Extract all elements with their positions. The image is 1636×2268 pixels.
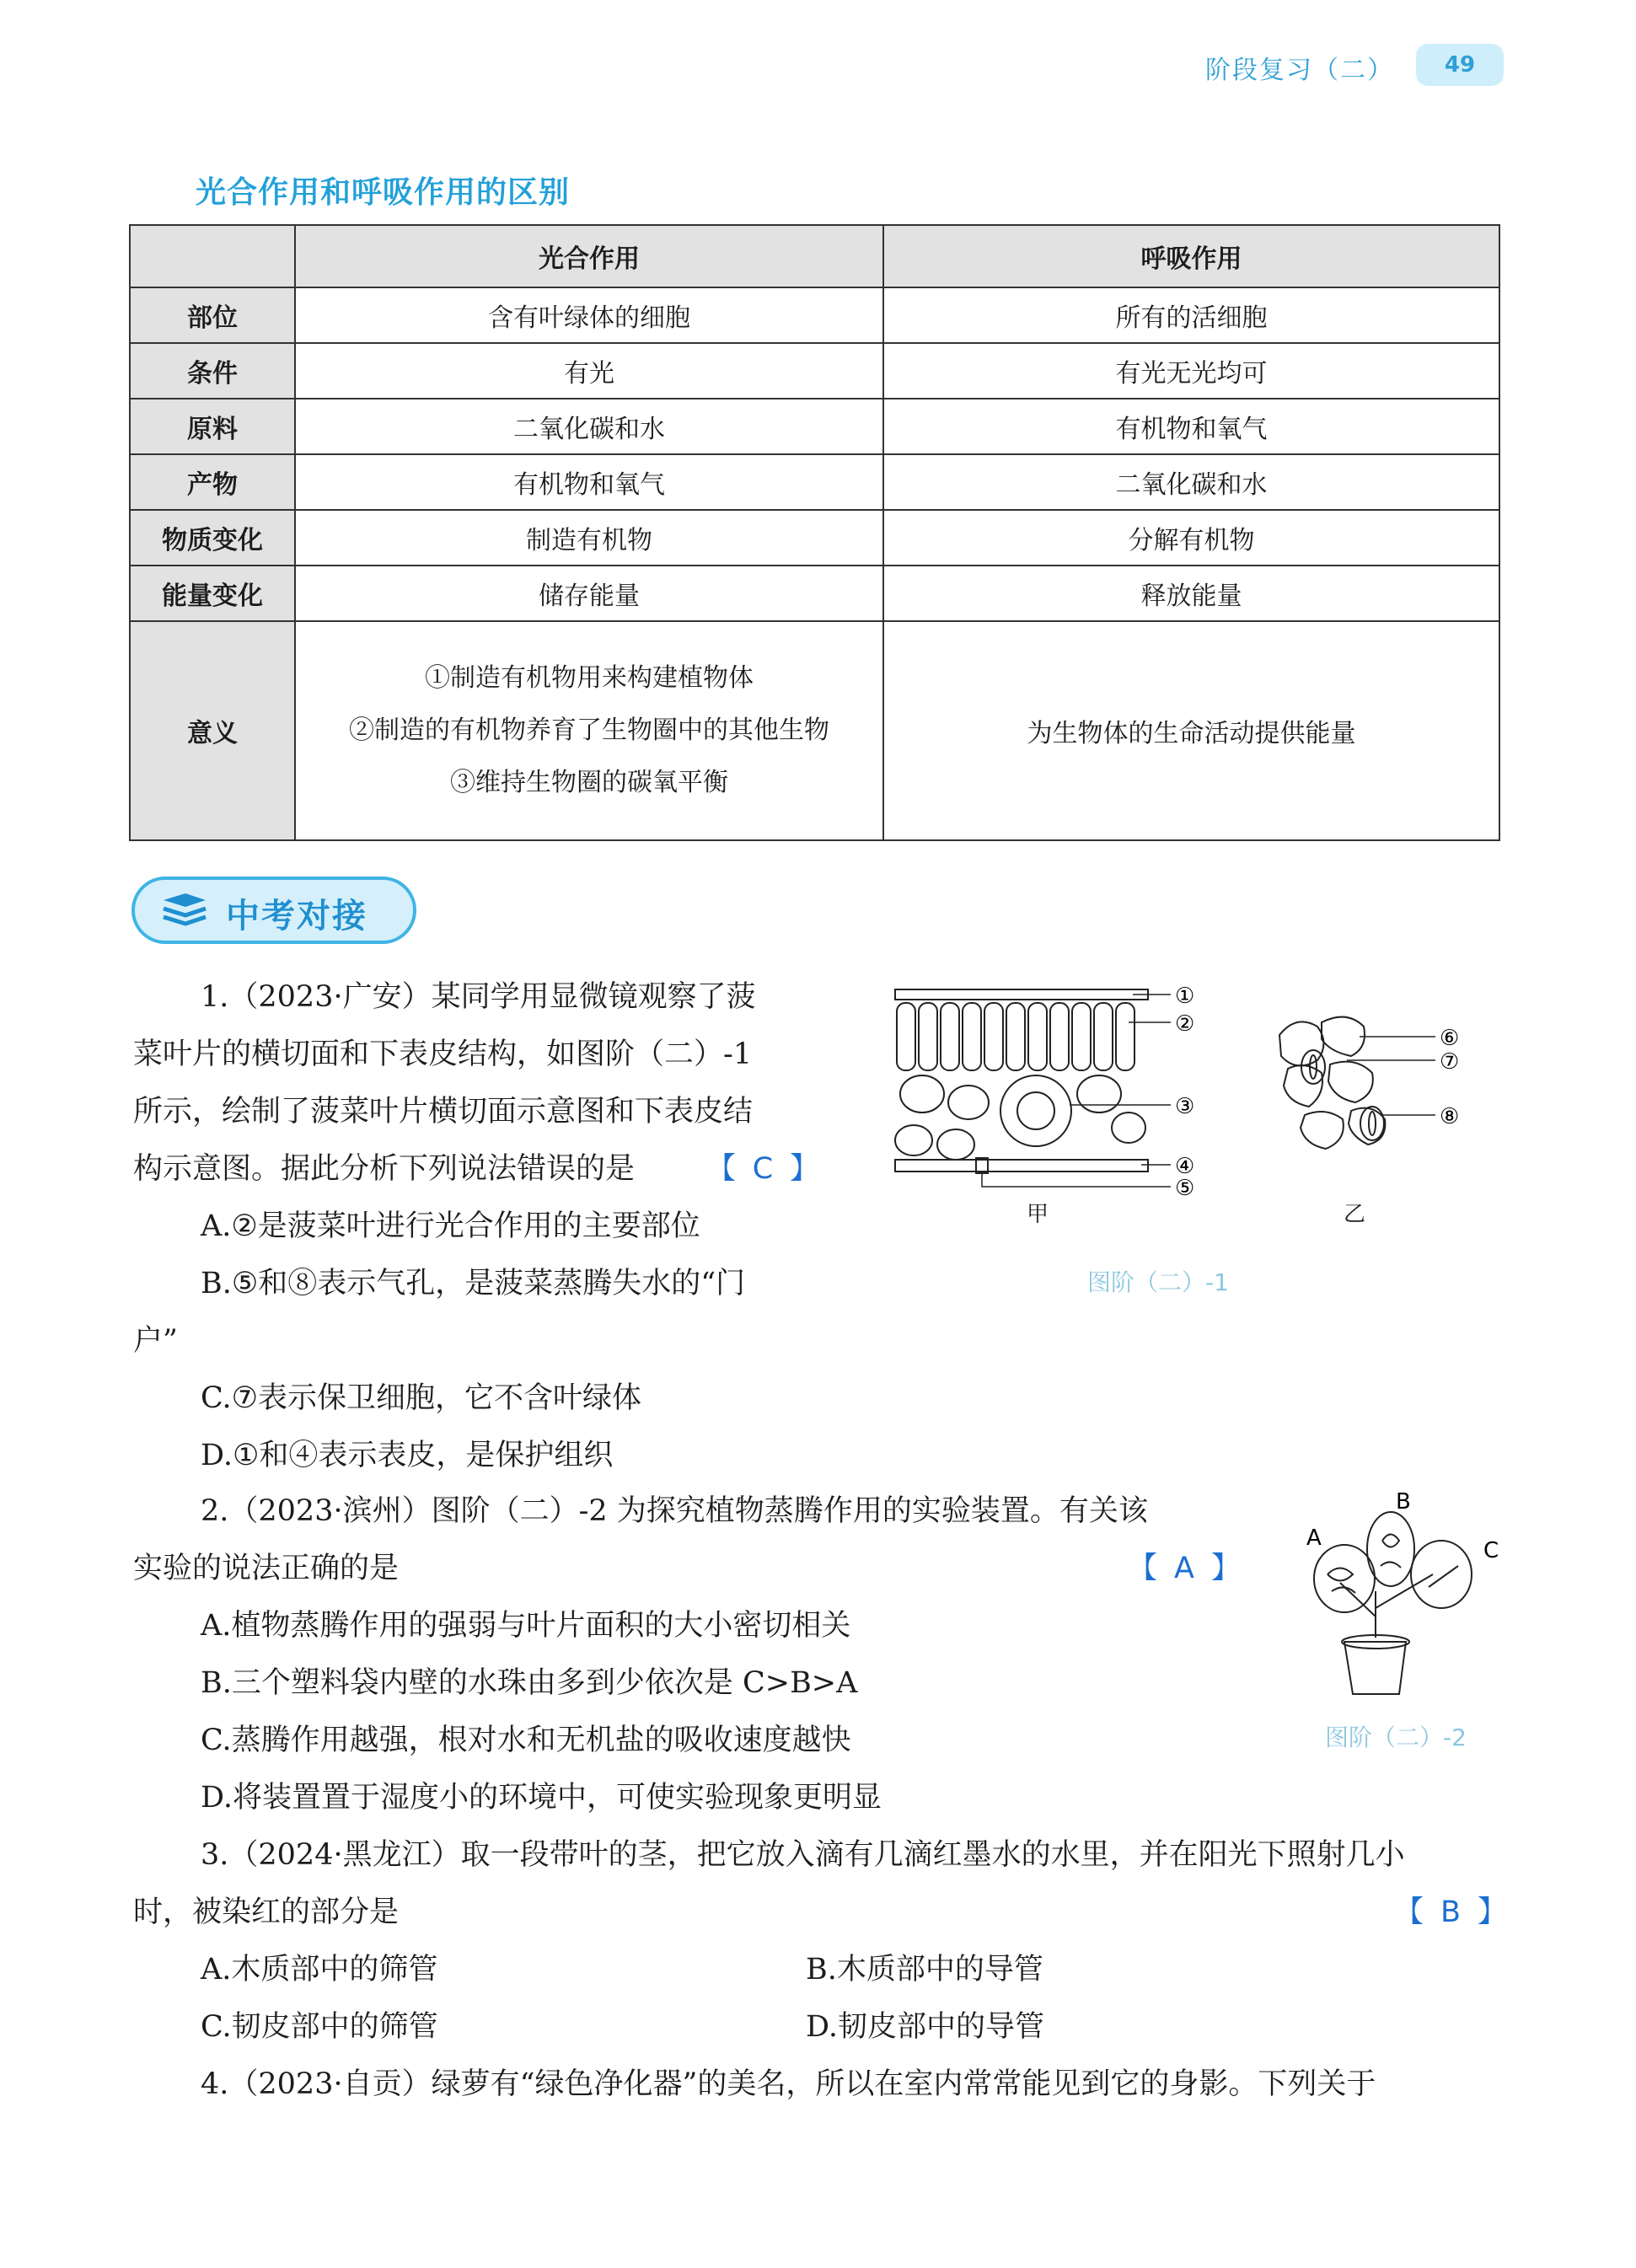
row-header: 物质变化: [130, 510, 295, 566]
meaning-line: ③维持生物圈的碳氧平衡: [450, 768, 728, 797]
q2-option: C.蒸腾作用越强，根对水和无机盐的吸收速度越快: [201, 1724, 851, 1757]
figure-mark: ⑦: [1440, 1049, 1460, 1075]
q2-stem-line: 实验的说法正确的是: [133, 1552, 400, 1585]
figure-mark: ④: [1175, 1154, 1195, 1179]
comparison-table: [129, 224, 1500, 841]
q2-answer: 【 A 】: [1128, 1541, 1241, 1596]
table-cell-meaning-resp: 为生物体的生命活动提供能量: [883, 621, 1499, 840]
figure-mark: B: [1396, 1490, 1411, 1515]
table-cell: 有机物和氧气: [295, 454, 883, 510]
table-cell: 有机物和氧气: [883, 399, 1499, 454]
table-row-meaning: [130, 621, 1499, 840]
leaf-cross-section-figure: [888, 984, 1226, 1204]
q1-answer: 【 C 】: [706, 1141, 819, 1197]
figure-mark: C: [1483, 1538, 1499, 1563]
q3-answer: 【 B 】: [1394, 1885, 1507, 1940]
books-icon: [160, 892, 209, 930]
table-cell: 储存能量: [295, 566, 883, 621]
q3-stem-line: 时，被染红的部分是: [133, 1895, 400, 1929]
figure-mark: ⑥: [1440, 1026, 1460, 1051]
row-header: 原料: [130, 399, 295, 454]
q2-option: D.将装置置于湿度小的环境中，可使实验现象更明显: [201, 1781, 882, 1815]
table-row: [130, 566, 1499, 621]
q3-option: C.韧皮部中的筛管: [201, 2010, 438, 2044]
row-header: 条件: [130, 343, 295, 399]
q3-option: A.木质部中的筛管: [201, 1953, 438, 1987]
table-cell: 有光: [295, 343, 883, 399]
table-cell-meaning-photo: [295, 621, 883, 840]
q2-option: A.植物蒸腾作用的强弱与叶片面积的大小密切相关: [201, 1609, 851, 1643]
q1-option: B.⑤和⑧表示气孔，是菠菜蒸腾失水的“门: [201, 1267, 746, 1300]
section-title: 中考对接: [226, 897, 367, 936]
table-cell: 含有叶绿体的细胞: [295, 287, 883, 343]
q3-option: B.木质部中的导管: [806, 1953, 1043, 1987]
table-row: [130, 343, 1499, 399]
q1-option: A.②是菠菜叶进行光合作用的主要部位: [201, 1209, 700, 1243]
q1-stem-line: 构示意图。据此分析下列说法错误的是: [133, 1152, 636, 1186]
q1-option: C.⑦表示保卫细胞，它不含叶绿体: [201, 1381, 642, 1415]
row-header: 产物: [130, 454, 295, 510]
figure-mark: ①: [1175, 984, 1195, 1009]
row-header: 能量变化: [130, 566, 295, 621]
column-header-photosynthesis: 光合作用: [295, 225, 883, 287]
meaning-line: ②制造的有机物养育了生物圈中的其他生物: [349, 716, 829, 745]
table-row: [130, 287, 1499, 343]
column-header-respiration: 呼吸作用: [883, 225, 1499, 287]
figure-mark: A: [1306, 1525, 1322, 1551]
row-header: 部位: [130, 287, 295, 343]
figure-label-b: 乙: [1344, 1202, 1366, 1227]
figure-label-a: 甲: [1027, 1202, 1049, 1227]
answer-value: C: [752, 1152, 774, 1186]
q2-stem-line: 2.（2023·滨州）图阶（二）-2 为探究植物蒸腾作用的实验装置。有关该: [201, 1494, 1148, 1528]
table-row: [130, 454, 1499, 510]
q1-stem-line: 1.（2023·广安）某同学用显微镜观察了菠: [201, 980, 756, 1014]
plant-bags-figure: [1306, 1490, 1517, 1701]
table-title: 光合作用和呼吸作用的区别: [196, 175, 571, 210]
q2-option: B.三个塑料袋内壁的水珠由多到少依次是 C>B>A: [201, 1666, 858, 1700]
table-cell: 二氧化碳和水: [883, 454, 1499, 510]
table-cell: 二氧化碳和水: [295, 399, 883, 454]
q1-option: D.①和④表示表皮，是保护组织: [201, 1439, 614, 1472]
table-corner-cell: [130, 225, 295, 287]
q3-option: D.韧皮部中的导管: [806, 2010, 1044, 2044]
table-row: [130, 510, 1499, 566]
q1-option-continued: 户”: [133, 1324, 178, 1358]
table-cell: 所有的活细胞: [883, 287, 1499, 343]
figure-mark: ③: [1175, 1094, 1195, 1119]
chapter-title: 阶段复习（二）: [1205, 56, 1394, 85]
answer-value: B: [1440, 1895, 1462, 1929]
lower-epidermis-figure: [1271, 1010, 1490, 1178]
page-number: 49: [1416, 44, 1504, 86]
q3-stem-line: 3.（2024·黑龙江）取一段带叶的茎，把它放入滴有几滴红墨水的水里，并在阳光下照射几小: [201, 1838, 1405, 1872]
table-cell: 制造有机物: [295, 510, 883, 566]
q4-stem-line: 4.（2023·自贡）绿萝有“绿色净化器”的美名，所以在室内常常能见到它的身影。下列关于: [201, 2067, 1376, 2101]
figure-mark: ⑧: [1440, 1104, 1460, 1129]
table-cell: 有光无光均可: [883, 343, 1499, 399]
figure-mark: ②: [1175, 1011, 1195, 1037]
q1-stem-line: 菜叶片的横切面和下表皮结构，如图阶（二）-1: [133, 1037, 753, 1071]
figure-caption: 图阶（二）-1: [1087, 1268, 1229, 1296]
table-cell: 分解有机物: [883, 510, 1499, 566]
q1-stem-line: 所示，绘制了菠菜叶片横切面示意图和下表皮结: [133, 1095, 754, 1129]
row-header: 意义: [130, 621, 295, 840]
table-cell: 释放能量: [883, 566, 1499, 621]
meaning-line: ①制造有机物用来构建植物体: [425, 663, 754, 693]
answer-value: A: [1174, 1552, 1194, 1585]
figure-mark: ⑤: [1175, 1176, 1195, 1201]
figure-caption: 图阶（二）-2: [1325, 1724, 1467, 1751]
table-row: [130, 399, 1499, 454]
table-header-row: [130, 225, 1499, 287]
